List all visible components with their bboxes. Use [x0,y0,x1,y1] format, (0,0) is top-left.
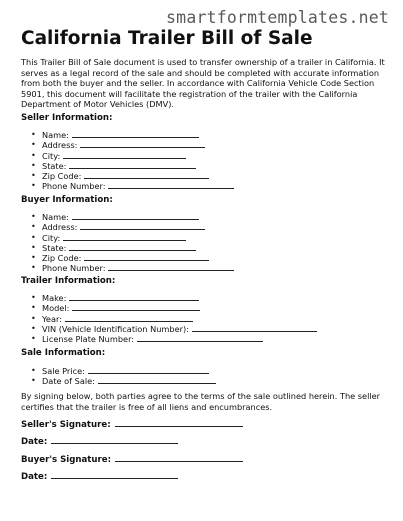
seller-signature-label: Seller's Signature: [21,420,111,430]
trailer-fields [26,293,317,344]
trailer-plate-field [26,334,317,344]
trailer-section-heading: Trailer Information: [21,276,116,286]
buyer-date-label: Date: [21,472,48,482]
closing-paragraph: By signing below, both parties agree to the terms of the sale outlined herein. The seller certifies that the trailer is free of all liens and encumbrances. [21,391,381,412]
sale-price-blank[interactable] [88,366,209,374]
buyer-zip-field [26,253,234,263]
seller-name-blank[interactable] [72,130,199,138]
trailer-vin-field [26,324,317,334]
buyer-state-blank[interactable] [69,243,196,251]
seller-signature-blank[interactable] [115,419,243,427]
seller-city-blank[interactable] [63,151,186,159]
field-label: Address: [42,222,78,233]
seller-phone-blank[interactable] [108,181,234,189]
buyer-address-field [26,222,234,232]
seller-date-blank[interactable] [51,436,178,444]
field-label: State: [42,160,67,171]
buyer-name-field [26,212,234,222]
seller-date-label: Date: [21,437,48,447]
field-label: State: [42,242,67,253]
buyer-signature-label: Buyer's Signature: [21,455,112,465]
buyer-section-heading: Buyer Information: [21,195,113,205]
sale-section-heading: Sale Information: [21,348,106,358]
seller-address-field [26,140,234,150]
buyer-signature-blank[interactable] [115,454,243,462]
sale-date-blank[interactable] [98,376,216,384]
field-label: Phone Number: [42,263,106,274]
trailer-plate-blank[interactable] [137,334,263,342]
document-title: California Trailer Bill of Sale [21,28,313,49]
field-label: Phone Number: [42,181,106,192]
seller-signature-line [21,419,243,431]
seller-address-blank[interactable] [80,140,205,148]
seller-city-field [26,151,234,161]
intro-paragraph: This Trailer Bill of Sale document is used to transfer ownership of a trailer in California. It serves as a legal record of the sale and should be completed with accurate information from both the buyer and the seller. In accordance with California Vehicle Code Section 5901, this document will facilitate the registration of the trailer with the California Department of Motor Vehicles (DMV). [21,57,385,109]
buyer-name-blank[interactable] [72,212,199,220]
buyer-state-field [26,243,234,253]
trailer-year-field [26,314,317,324]
buyer-date-line [21,471,178,483]
buyer-zip-blank[interactable] [84,253,209,261]
trailer-make-field [26,293,317,303]
field-label: Zip Code: [42,253,82,264]
field-label: Name: [42,212,69,222]
field-label: Model: [42,303,70,314]
buyer-phone-field [26,263,234,273]
field-label: Date of Sale: [42,376,95,387]
trailer-make-blank[interactable] [69,293,199,301]
trailer-model-field [26,303,317,313]
seller-name-field [26,130,234,140]
seller-phone-field [26,181,234,191]
site-watermark: smartformtemplates.net [166,8,389,27]
sale-date-field [26,376,216,386]
trailer-year-blank[interactable] [65,314,193,322]
buyer-fields [26,212,234,274]
buyer-phone-blank[interactable] [108,263,234,271]
buyer-city-field [26,233,234,243]
sale-price-field [26,366,216,376]
buyer-signature-line [21,454,243,466]
field-label: Address: [42,140,78,151]
buyer-date-blank[interactable] [51,471,178,479]
seller-zip-blank[interactable] [84,171,209,179]
field-label: Name: [42,130,69,140]
seller-state-blank[interactable] [69,161,196,169]
sale-fields [26,366,216,387]
field-label: City: [42,232,61,243]
field-label: VIN (Vehicle Identification Number): [42,323,189,334]
seller-state-field [26,161,234,171]
buyer-address-blank[interactable] [80,222,205,230]
field-label: Sale Price: [42,366,85,376]
field-label: Year: [42,313,62,324]
seller-date-line [21,436,178,448]
seller-section-heading: Seller Information: [21,113,113,123]
seller-fields [26,130,234,192]
field-label: Make: [42,293,67,303]
trailer-model-blank[interactable] [72,303,200,311]
buyer-city-blank[interactable] [63,233,186,241]
field-label: License Plate Number: [42,334,135,345]
field-label: City: [42,150,61,161]
field-label: Zip Code: [42,171,82,182]
seller-zip-field [26,171,234,181]
trailer-vin-blank[interactable] [192,324,317,332]
